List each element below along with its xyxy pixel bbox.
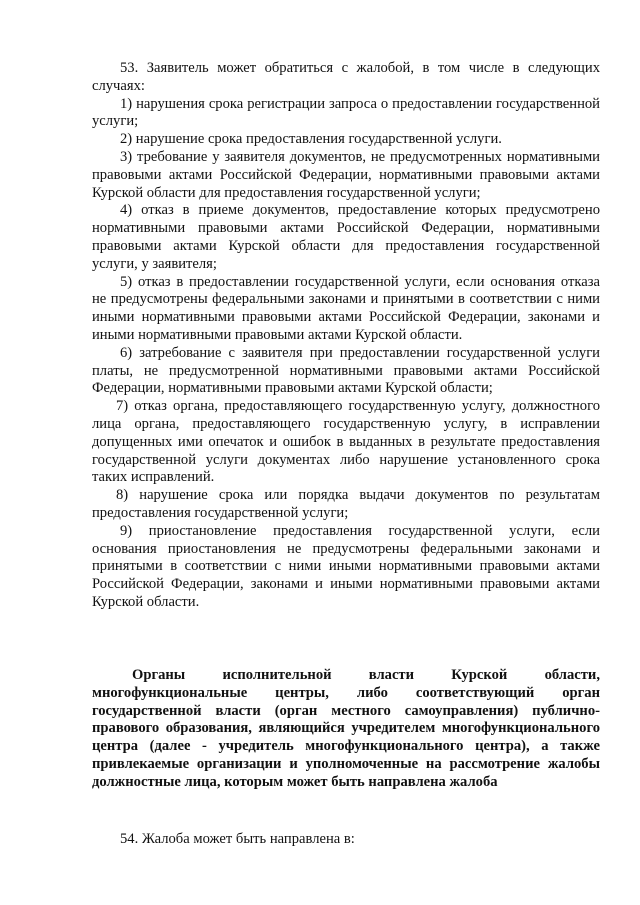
case-item-3: 3) требование у заявителя документов, не предусмотренных нормативными правовыми актами Российской Федерации, нормативными правовыми актами Курской области для предоставления государственной услуги; [92,148,600,201]
case-item-2: 2) нарушение срока предоставления государственной услуги. [120,131,502,148]
case-item-6: 6) затребование с заявителя при предоставлении государственной услуги платы, не предусмотренной нормативными правовыми актами Российской Федерации, нормативными правовыми актами Курской области; [92,344,600,397]
case-item-7: 7) отказ органа, предоставляющего государственную услугу, должностного лица органа, предоставляющего государственную услугу, в исправлении допущенных ими опечаток и ошибок в выданных в результате предоставления государственной услуги документах либо нарушение установленного срока таких исправлений. [92,398,600,486]
case-item-5: 5) отказ в предоставлении государственной услуги, если основания отказа не предусмотрены федеральными законами и принятыми в соответствии с ними иными нормативными правовыми актами Российской Федерации, законами и иными нормативными правовыми актами Курской области. [92,273,600,343]
case-item-1: 1) нарушения срока регистрации запроса о предоставлении государственной услуги; [92,95,600,130]
case-item-9: 9) приостановление предоставления государственной услуги, если основания приостановления не предусмотрены федеральными законами и принятыми в соответствии с ними иными нормативными правовыми актами Российской Федерации, законами и иными нормативными правовыми актами Курской области. [92,522,600,610]
section-heading: Органы исполнительной власти Курской области, многофункциональные центры, либо соответствующий орган государственной власти (орган местного самоуправления) публично-правового образования, являющийся учредителем многофункционального центра (далее - учредитель многофункционального центра), а также привлекаемые организации и уполномоченные на рассмотрение жалобы должностные лица, которым может быть направлена жалоба [92,667,600,790]
case-item-8: 8) нарушение срока или порядка выдачи документов по результатам предоставления государственной услуги; [92,487,600,521]
complaint-cases-section [92,60,600,612]
paragraph-54: 54. Жалоба может быть направлена в: [120,831,355,847]
paragraph-53: 53. Заявитель может обратиться с жалобой, в том числе в следующих случаях: [92,60,600,94]
case-item-4: 4) отказ в приеме документов, предоставление которых предусмотрено нормативными правовыми актами Российской Федерации, нормативными правовыми актами Курской области для предоставления государственной услуги, у заявителя; [92,202,600,272]
